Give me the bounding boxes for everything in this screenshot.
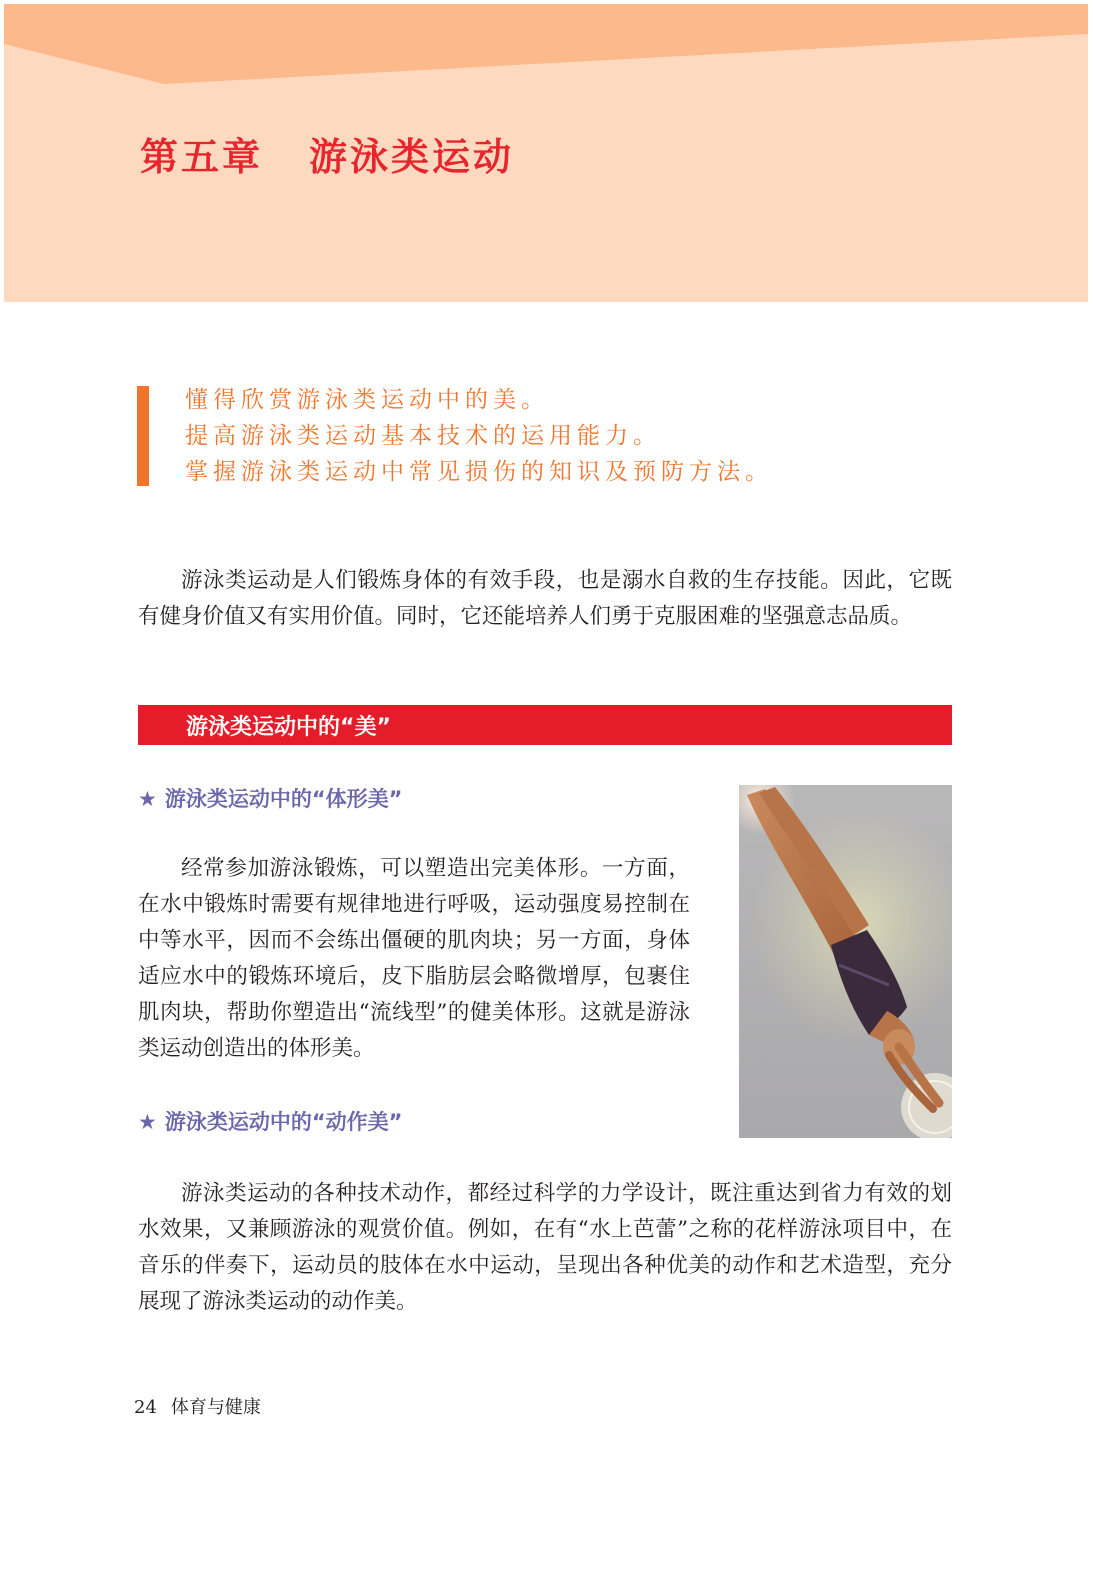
subsection-heading-motion	[138, 1106, 402, 1136]
swimmer-photo	[739, 785, 952, 1138]
section-title: 游泳类运动中的“美”	[186, 715, 391, 740]
objectives-list	[185, 382, 773, 490]
chapter-number: 第五章	[140, 134, 264, 179]
swimmer-illustration	[739, 785, 952, 1138]
page-footer	[134, 1393, 261, 1419]
motion-beauty-paragraph: 游泳类运动的各种技术动作，都经过科学的力学设计，既注重达到省力有效的划水效果，又兼顾游泳的观赏价值。例如，在有“水上芭蕾”之称的花样游泳项目中，在音乐的伴奏下，运动员的肢体在水中运动，呈现出各种优美的动作和艺术造型，充分展现了游泳类运动的动作美。	[138, 1181, 952, 1314]
chapter-title	[140, 126, 514, 181]
star-icon: ★	[138, 1110, 157, 1134]
section-heading-bar	[138, 705, 952, 745]
subsection-heading-shape	[138, 783, 402, 813]
objective-item: 提高游泳类运动基本技术的运用能力。	[185, 423, 661, 449]
header-decoration	[4, 4, 1088, 94]
star-icon: ★	[138, 787, 157, 811]
learning-objectives	[137, 382, 857, 488]
objectives-accent-bar	[137, 386, 149, 486]
intro-paragraph: 游泳类运动是人们锻炼身体的有效手段，也是溺水自救的生存技能。因此，它既有健身价值又有实用价值。同时，它还能培养人们勇于克服困难的坚强意志品质。	[138, 568, 952, 629]
subsection-title: 游泳类运动中的“体形美”	[164, 787, 403, 811]
objective-item: 懂得欣赏游泳类运动中的美。	[185, 387, 549, 413]
book-title: 体育与健康	[170, 1397, 261, 1418]
shape-beauty-paragraph: 经常参加游泳锻炼，可以塑造出完美体形。一方面，在水中锻炼时需要有规律地进行呼吸，运动强度易控制在中等水平，因而不会练出僵硬的肌肉块；另一方面，身体适应水中的锻炼环境后，皮下脂肪层会略微增厚，包裹住肌肉块，帮助你塑造出“流线型”的健美体形。这就是游泳类运动创造出的体形美。	[138, 856, 690, 1061]
chapter-name: 游泳类运动	[309, 134, 515, 179]
page-number: 24	[134, 1397, 157, 1418]
objective-item: 掌握游泳类运动中常见损伤的知识及预防方法。	[185, 459, 773, 485]
subsection-title: 游泳类运动中的“动作美”	[164, 1110, 403, 1134]
